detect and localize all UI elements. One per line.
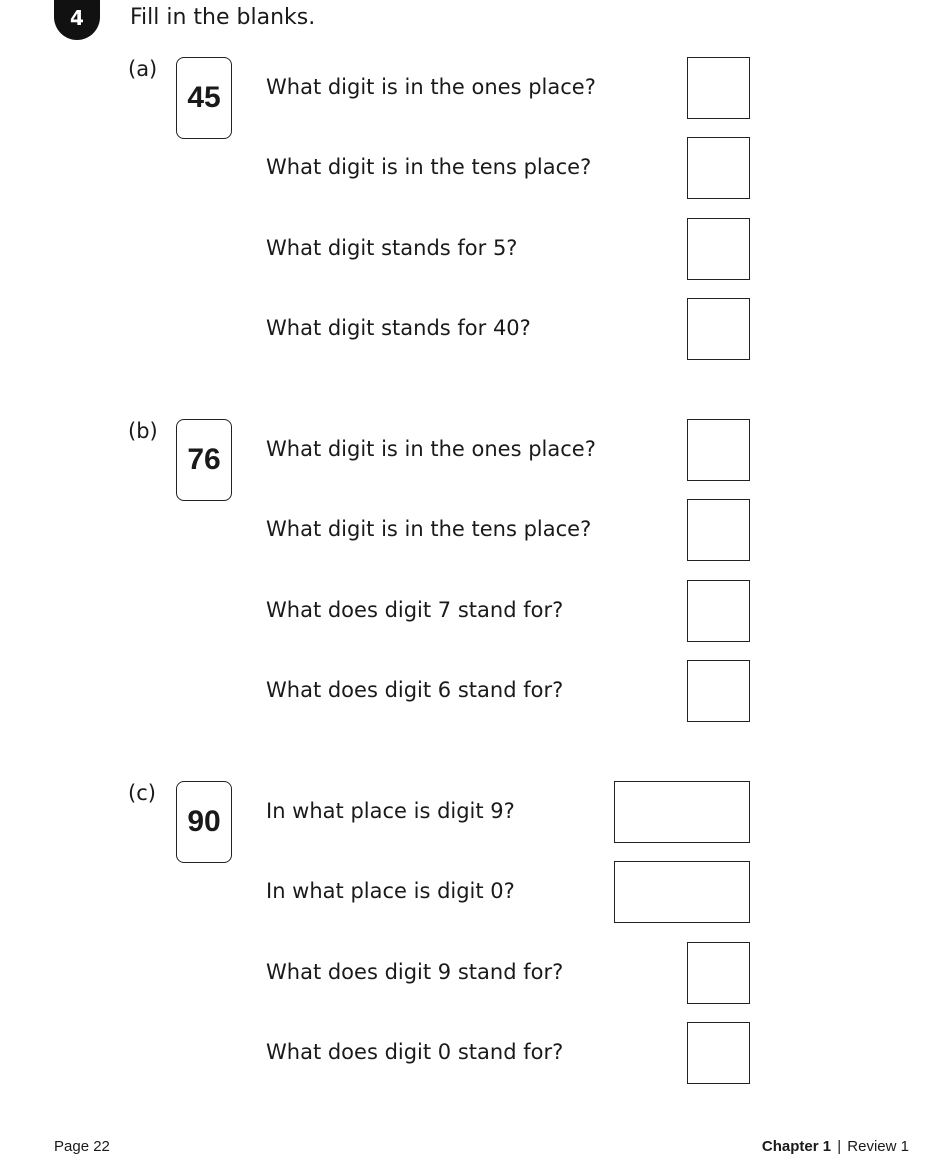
- section-label: (c): [128, 781, 156, 805]
- question-row: [0, 137, 929, 201]
- question-number-badge: [54, 0, 100, 40]
- answer-box[interactable]: [687, 499, 750, 561]
- question-row: [0, 580, 929, 644]
- instruction-text: Fill in the blanks.: [130, 5, 316, 30]
- review-label: Review 1: [847, 1138, 909, 1155]
- answer-box[interactable]: [687, 580, 750, 642]
- section-label: (b): [128, 419, 158, 443]
- question-row: [0, 57, 929, 121]
- section-label: (a): [128, 57, 158, 81]
- question-row: [0, 861, 929, 925]
- question-text: In what place is digit 9?: [266, 799, 515, 823]
- question-row: [0, 942, 929, 1006]
- question-text: In what place is digit 0?: [266, 879, 515, 903]
- chapter-label: Chapter 1: [761, 1138, 832, 1155]
- answer-box-wide[interactable]: [614, 781, 750, 843]
- question-text: What does digit 7 stand for?: [266, 598, 564, 622]
- question-row: [0, 419, 929, 483]
- question-row: [0, 1022, 929, 1086]
- question-text: What digit is in the ones place?: [266, 437, 596, 461]
- footer-separator: |: [837, 1138, 842, 1155]
- question-text: What does digit 6 stand for?: [266, 678, 564, 702]
- answer-box[interactable]: [687, 137, 750, 199]
- question-number: 4: [70, 6, 84, 30]
- number-card: 90: [176, 781, 232, 863]
- question-row: [0, 499, 929, 563]
- chapter-footer: [762, 1138, 909, 1155]
- question-text: What digit stands for 40?: [266, 316, 531, 340]
- answer-box[interactable]: [687, 298, 750, 360]
- answer-box-wide[interactable]: [614, 861, 750, 923]
- answer-box[interactable]: [687, 942, 750, 1004]
- question-text: What digit is in the ones place?: [266, 75, 596, 99]
- number-card: 45: [176, 57, 232, 139]
- question-text: What digit is in the tens place?: [266, 517, 592, 541]
- question-row: [0, 781, 929, 845]
- question-row: [0, 660, 929, 724]
- answer-box[interactable]: [687, 57, 750, 119]
- answer-box[interactable]: [687, 660, 750, 722]
- answer-box[interactable]: [687, 218, 750, 280]
- answer-box[interactable]: [687, 1022, 750, 1084]
- question-row: [0, 218, 929, 282]
- answer-box[interactable]: [687, 419, 750, 481]
- question-text: What does digit 9 stand for?: [266, 960, 564, 984]
- page-number: Page 22: [54, 1138, 110, 1155]
- question-text: What digit is in the tens place?: [266, 155, 592, 179]
- number-card: 76: [176, 419, 232, 501]
- question-text: What does digit 0 stand for?: [266, 1040, 564, 1064]
- question-text: What digit stands for 5?: [266, 236, 518, 260]
- question-row: [0, 298, 929, 362]
